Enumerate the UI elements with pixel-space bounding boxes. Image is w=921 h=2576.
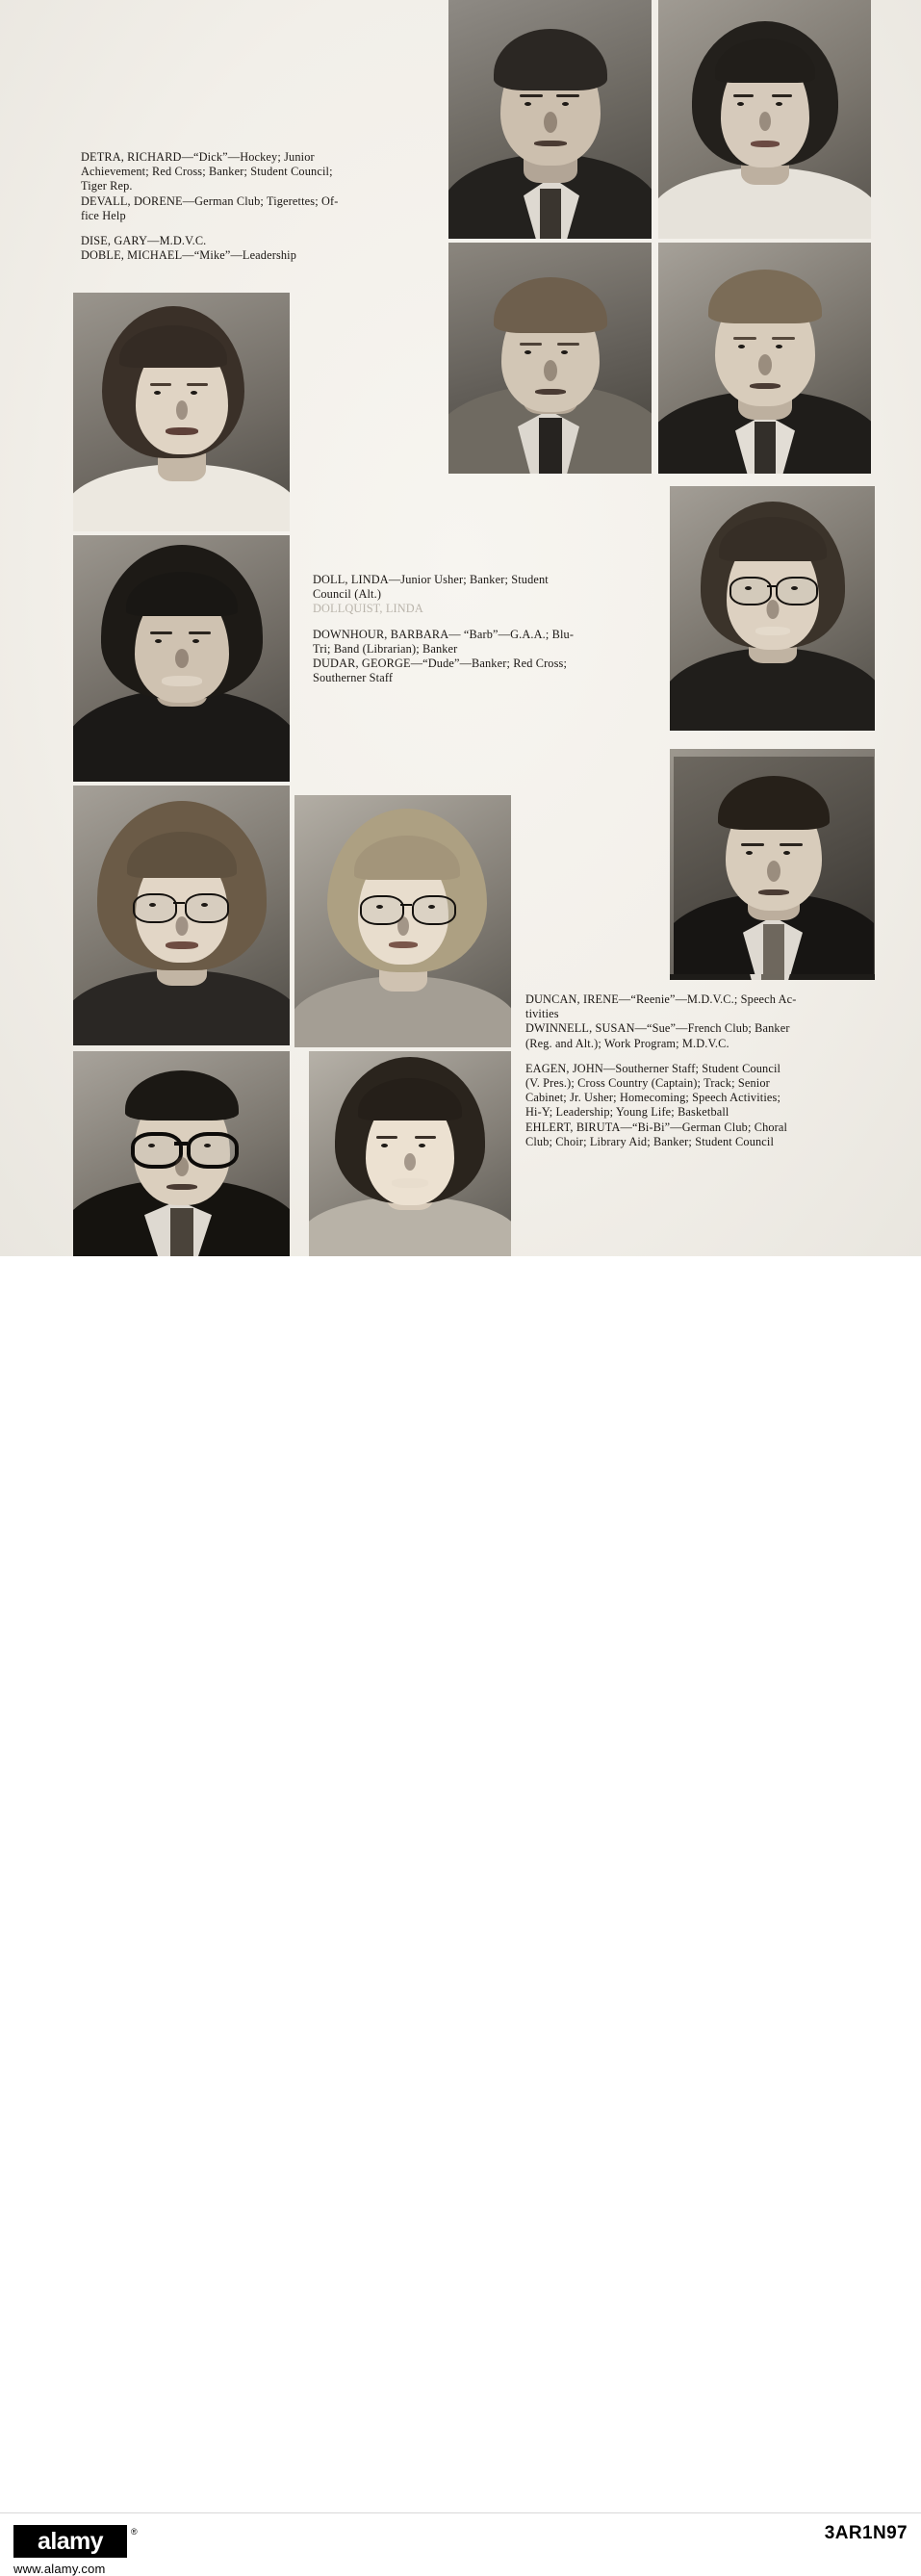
student-portrait-female-5: [73, 786, 290, 1045]
student-portrait-female-2: [73, 293, 290, 531]
student-portrait-female-6: [294, 795, 511, 1047]
caption-line: DWINNELL, SUSAN—“Sue”—French Club; Banker: [525, 1021, 790, 1036]
student-portrait-male-1: [448, 0, 652, 239]
caption-line: Southerner Staff: [313, 671, 394, 685]
caption-line: Cabinet; Jr. Usher; Homecoming; Speech Activities;: [525, 1091, 781, 1105]
trademark-symbol: ®: [131, 2527, 138, 2537]
student-portrait-male-2: [448, 243, 652, 474]
eyeglasses-right-lens: [776, 577, 818, 605]
caption-line: DOWNHOUR, BARBARA— “Barb”—G.A.A.; Blu-: [313, 627, 575, 641]
student-portrait-male-3: [658, 243, 871, 474]
caption-line: Council (Alt.): [313, 587, 382, 602]
student-portrait-female-1: [658, 0, 871, 239]
student-portrait-male-5b: [674, 757, 874, 974]
necktie: [540, 189, 561, 239]
caption-detra-block: [81, 150, 427, 263]
student-portrait-female-4: [670, 486, 875, 731]
caption-line: Club; Choir; Library Aid; Banker; Student Council: [525, 1134, 775, 1148]
caption-line: DUDAR, GEORGE—“Dude”—Banker; Red Cross;: [313, 657, 568, 671]
caption-line: tivities: [525, 1007, 559, 1021]
caption-line: Hi-Y; Leadership; Young Life; Basketball: [525, 1105, 729, 1120]
student-portrait-male-6: [73, 1051, 290, 1256]
image-id: 3AR1N97: [824, 2523, 908, 2543]
caption-line: Tiger Rep.: [81, 179, 133, 193]
caption-line: Achievement; Red Cross; Banker; Student Council;: [81, 165, 333, 179]
caption-line: DOBLE, MICHAEL—“Mike”—Leadership: [81, 248, 297, 263]
caption-line: DETRA, RICHARD—“Dick”—Hockey; Junior: [81, 150, 315, 164]
student-portrait-female-8: [309, 1051, 511, 1256]
caption-line: Tri; Band (Librarian); Banker: [313, 641, 458, 656]
caption-line: DUNCAN, IRENE—“Reenie”—M.D.V.C.; Speech Ac-: [525, 992, 797, 1006]
caption-line: (V. Pres.); Cross Country (Captain); Track; Senior: [525, 1076, 770, 1091]
caption-line: EAGEN, JOHN—Southerner Staff; Student Council: [525, 1061, 781, 1075]
scanned-yearbook-page: [0, 0, 921, 1256]
student-portrait-female-3: [73, 535, 290, 782]
stock-photo-footer: [0, 1256, 921, 2576]
footer-divider: [0, 2512, 921, 2513]
caption-line: fice Help: [81, 208, 126, 222]
caption-duncan-block: [525, 992, 870, 1149]
caption-doll-block: [313, 573, 645, 685]
caption-line: DISE, GARY—M.D.V.C.: [81, 234, 207, 248]
alamy-logo: alamy: [13, 2525, 127, 2558]
alamy-url[interactable]: www.alamy.com: [13, 2562, 106, 2576]
caption-line: DEVALL, DORENE—German Club; Tigerettes; Of-: [81, 193, 339, 208]
eyeglasses-bridge: [767, 585, 777, 587]
caption-line-faded: DOLLQUIST, LINDA: [313, 602, 423, 616]
caption-line: EHLERT, BIRUTA—“Bi-Bi”—German Club; Choral: [525, 1120, 788, 1134]
caption-line: (Reg. and Alt.); Work Program; M.D.V.C.: [525, 1036, 729, 1050]
caption-line: DOLL, LINDA—Junior Usher; Banker; Student: [313, 573, 549, 586]
eyeglasses-left-lens: [729, 577, 772, 605]
